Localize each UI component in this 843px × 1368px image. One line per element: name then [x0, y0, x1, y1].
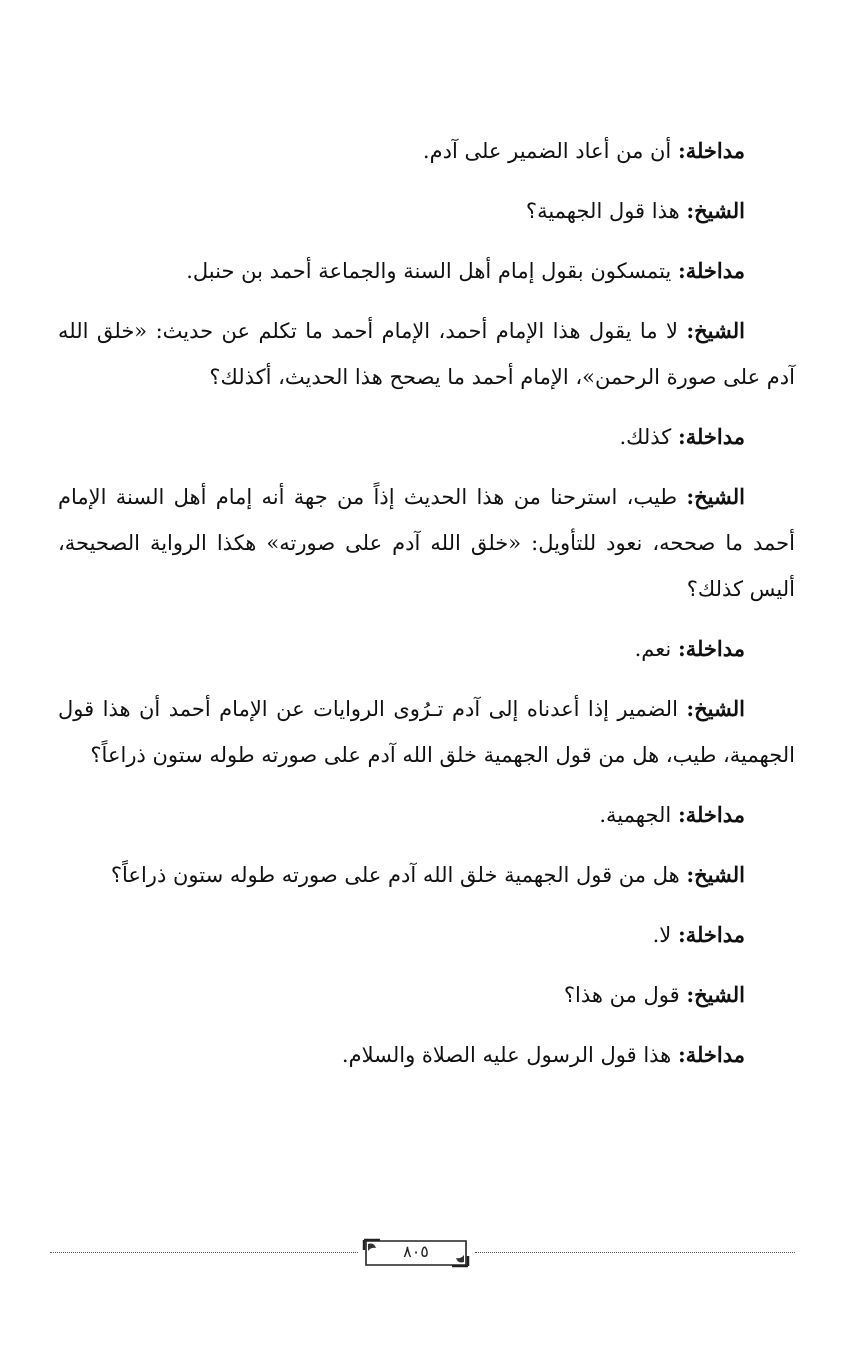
speaker-label: الشيخ: — [686, 982, 745, 1007]
paragraph-text: نعم. — [634, 637, 678, 661]
paragraph — [58, 128, 795, 174]
speaker-label: الشيخ: — [686, 696, 745, 721]
speaker-label: الشيخ: — [686, 484, 745, 509]
paragraph — [58, 188, 795, 234]
speaker-label: مداخلة: — [677, 636, 745, 661]
paragraph-text: يتمسكون بقول إمام أهل السنة والجماعة أحمد بن حنبل. — [186, 259, 678, 283]
speaker-label: مداخلة: — [677, 802, 745, 827]
page-footer — [50, 1238, 795, 1278]
page-number-frame — [362, 1238, 470, 1268]
paragraph — [58, 414, 795, 460]
paragraph — [58, 686, 795, 778]
paragraph-text: كذلك. — [619, 425, 678, 449]
paragraph-text: لا ما يقول هذا الإمام أحمد، الإمام أحمد ما تكلم عن حديث: «خلق الله آدم على صورة الرحمن»، الإمام أحمد ما يصحح هذا الحديث، أكذلك؟ — [58, 319, 795, 389]
speaker-label: مداخلة: — [677, 258, 745, 283]
speaker-label: الشيخ: — [686, 862, 745, 887]
paragraph-text: هذا قول الجهمية؟ — [525, 199, 687, 223]
paragraph — [58, 248, 795, 294]
paragraph — [58, 474, 795, 612]
footer-dotted-rule-right — [475, 1252, 795, 1253]
paragraph-text: لا. — [652, 923, 678, 947]
dialogue-text — [58, 128, 795, 1092]
speaker-label: مداخلة: — [677, 138, 745, 163]
speaker-label: الشيخ: — [686, 318, 745, 343]
footer-dotted-rule-left — [50, 1252, 358, 1253]
speaker-label: مداخلة: — [677, 1042, 745, 1067]
paragraph — [58, 626, 795, 672]
page-number: ٨٠٥ — [403, 1242, 429, 1261]
paragraph-text: أن من أعاد الضمير على آدم. — [422, 139, 678, 163]
paragraph — [58, 972, 795, 1018]
speaker-label: الشيخ: — [686, 198, 745, 223]
paragraph-text: الضمير إذا أعدناه إلى آدم تـرُوى الروايات عن الإمام أحمد أن هذا قول الجهمية، طيب، هل من قول الجهمية خلق الله آدم على صورته طوله ستون ذراعاً؟ — [58, 697, 795, 767]
paragraph — [58, 912, 795, 958]
paragraph-text: الجهمية. — [599, 803, 678, 827]
paragraph-text: هذا قول الرسول عليه الصلاة والسلام. — [341, 1043, 678, 1067]
paragraph — [58, 1032, 795, 1078]
speaker-label: مداخلة: — [677, 424, 745, 449]
paragraph — [58, 308, 795, 400]
paragraph-text: هل من قول الجهمية خلق الله آدم على صورته طوله ستون ذراعاً؟ — [110, 863, 687, 887]
speaker-label: مداخلة: — [677, 922, 745, 947]
paragraph — [58, 792, 795, 838]
paragraph-text: طيب، استرحنا من هذا الحديث إذاً من جهة أنه إمام أهل السنة الإمام أحمد ما صححه، نعود للتأويل: «خلق الله آدم على صورته» هكذا الرواية الصحيحة، أليس كذلك؟ — [58, 485, 795, 601]
paragraph-text: قول من هذا؟ — [563, 983, 687, 1007]
paragraph — [58, 852, 795, 898]
